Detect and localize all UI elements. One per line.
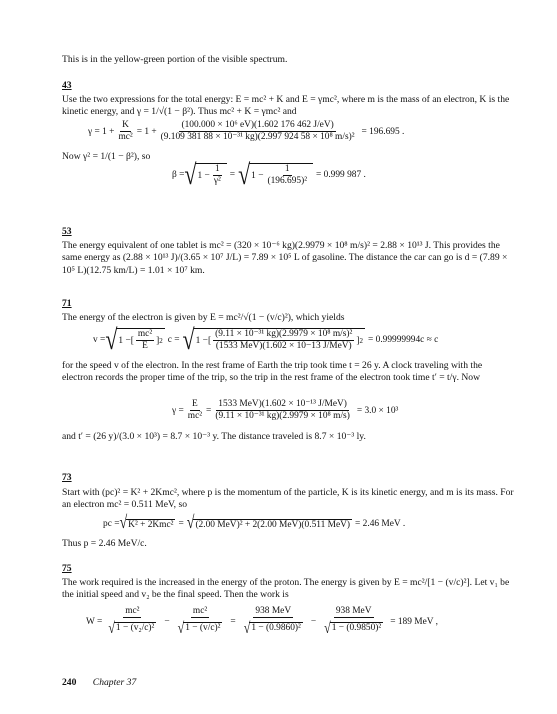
problem-71-text-3: and t′ = (26 y)/(3.0 × 10³) = 8.7 × 10⁻³ y. The distance traveled is 8.7 × 10⁻³ ly. [62,431,366,442]
problem-number-73: 73 [62,472,72,483]
eq-mid: = 1 + [136,126,157,137]
eq-result: = 2.46 MeV . [355,519,406,529]
eq-lhs: W = [86,617,103,627]
problem-73-text: Start with (pc)² = K² + 2Kmc², where p is the momentum of the particle, K is its kinetic energy, and m is its mass. For an electron mc² = 0.511 MeV, so [62,487,514,511]
eq-sign: = [178,519,184,529]
eq-sign: = [206,405,212,416]
eq-result: = 3.0 × 10³ [356,405,399,416]
problem-53-text: The energy equivalent of one tablet is mc² = (320 × 10⁻⁶ kg)(2.9979 × 10⁸ m/s)² = 2.88 × 10¹³ J. This provides the same energy as (2.88 × 10¹³ J)/(3.65 × 10⁷ J/L) = 7.89 × 10⁵ L of gasoline. The distance the car can go is d = (7.89 × 10⁵ L)(12.75 km/L) = 1.01 × 10⁷ km. [62,240,508,276]
eq-result: = 0.99999994c ≈ c [368,335,439,345]
eq-sign: = [229,170,236,180]
eq-sign: c = [167,335,180,345]
problem-75-work-equation [86,606,438,638]
chapter-label: Chapter 37 [92,677,137,688]
eq-sign: = [230,617,236,627]
page-number: 240 [62,677,77,688]
fraction: $\frac{\text{1533 MeV)(1.602 × 10⁻¹³ J/MeV)}}{\text{(9.11 × 10⁻³¹ kg)(2.9979 × 10⁸ m/s)}}$ [215,399,350,421]
intro-text: This is in the yellow-green portion of the visible spectrum. [62,54,288,65]
problem-71-text: The energy of the electron is given by E = mc²/√(1 − (v/c)²), which yields [62,312,345,323]
sqrt: √ 1 − [ $\frac{\text{mc²}}{E}$ ] 2 [105,323,163,356]
problem-43-beta-equation [172,158,366,191]
sqrt: √ (2.00 MeV)² + 2(2.00 MeV)(0.511 MeV) [186,513,351,534]
fraction: $\frac{E}{\text{mc²}}$ [187,399,203,421]
sqrt: √ 1 − [ $\frac{\text{(9.11 × 10⁻³¹ kg)(2.9979 × 10⁸ m/s)²}}{\text{(1533 MeV)(1.602 × 10−13 J/MeV)}}$ ] 2 [182,323,363,356]
problem-71-text-2: for the speed v of the electron. In the rest frame of Earth the trip took time t = 26 y. A clock traveling with the electron records the proper time of the trip, so the trip in the rest frame of the electron took time t′ = t/γ. Now [62,360,483,384]
problem-43-text: Use the two expressions for the total energy: E = mc² + K and E = γmc², where m is the mass of an electron, K is the kinetic energy, and γ = 1/√(1 − β²). Thus mc² + K = γmc² and [62,94,510,118]
problem-43-gamma-equation [88,120,404,143]
eq-lhs: γ = 1 + [88,126,115,137]
eq-result: = 189 MeV , [390,617,439,627]
sqrt: √ K² + 2Kmc² [119,513,174,534]
problem-number-71: 71 [62,298,72,309]
fraction: 938 MeV √ 1 − (0.9860)² [243,606,301,638]
eq-lhs: γ = [172,405,184,416]
problem-number-75: 75 [62,563,72,574]
fraction: 938 MeV √ 1 − (0.9850)² [324,606,382,638]
eq-result: = 196.695 . [361,126,405,137]
problem-75-text: The work required is the increased in the energy of the proton. The energy is given by E = mc²/[1 − (v/c)²]. Let v₁ be the initial speed and v₂ be the final speed. Then the work is [62,577,510,601]
eq-result: = 0.999 987 . [316,170,366,180]
fraction: mc² √ 1 − (v/c)² [177,606,221,638]
eq-lhs: β = [172,170,185,180]
sqrt: √ 1 − $\frac{1}{\text{γ²}}$ [184,163,226,187]
problem-number-53: 53 [62,226,72,237]
eq-sign: − [310,617,317,627]
page-footer [62,677,136,688]
fraction: $\frac{K}{\text{mc²}}$ [118,120,133,142]
eq-sign: − [164,617,170,627]
problem-71-gamma-equation [172,399,398,422]
problem-73-text-2: Thus p = 2.46 MeV/c. [62,538,147,549]
fraction: $\frac{\text{(100.000 × 10⁶ eV)(1.602 176 462 J/eV)}}{\text{(9.109 381 88 × 10⁻³¹ kg)(2.997 924 58 × 10⁸ m/s)²}}$ [160,120,355,142]
problem-71-velocity-equation [93,323,439,356]
problem-73-momentum-equation [103,514,405,534]
eq-lhs: pc = [103,519,120,529]
fraction: mc² √ 1 − (v₂/c)² [108,606,155,638]
problem-number-43: 43 [62,80,72,91]
eq-lhs: v = [93,335,106,345]
problem-43-text-2: Now γ² = 1/(1 − β²), so [62,151,151,162]
sqrt: √ 1 − $\frac{1}{\text{(196.695)²}}$ [238,163,313,187]
